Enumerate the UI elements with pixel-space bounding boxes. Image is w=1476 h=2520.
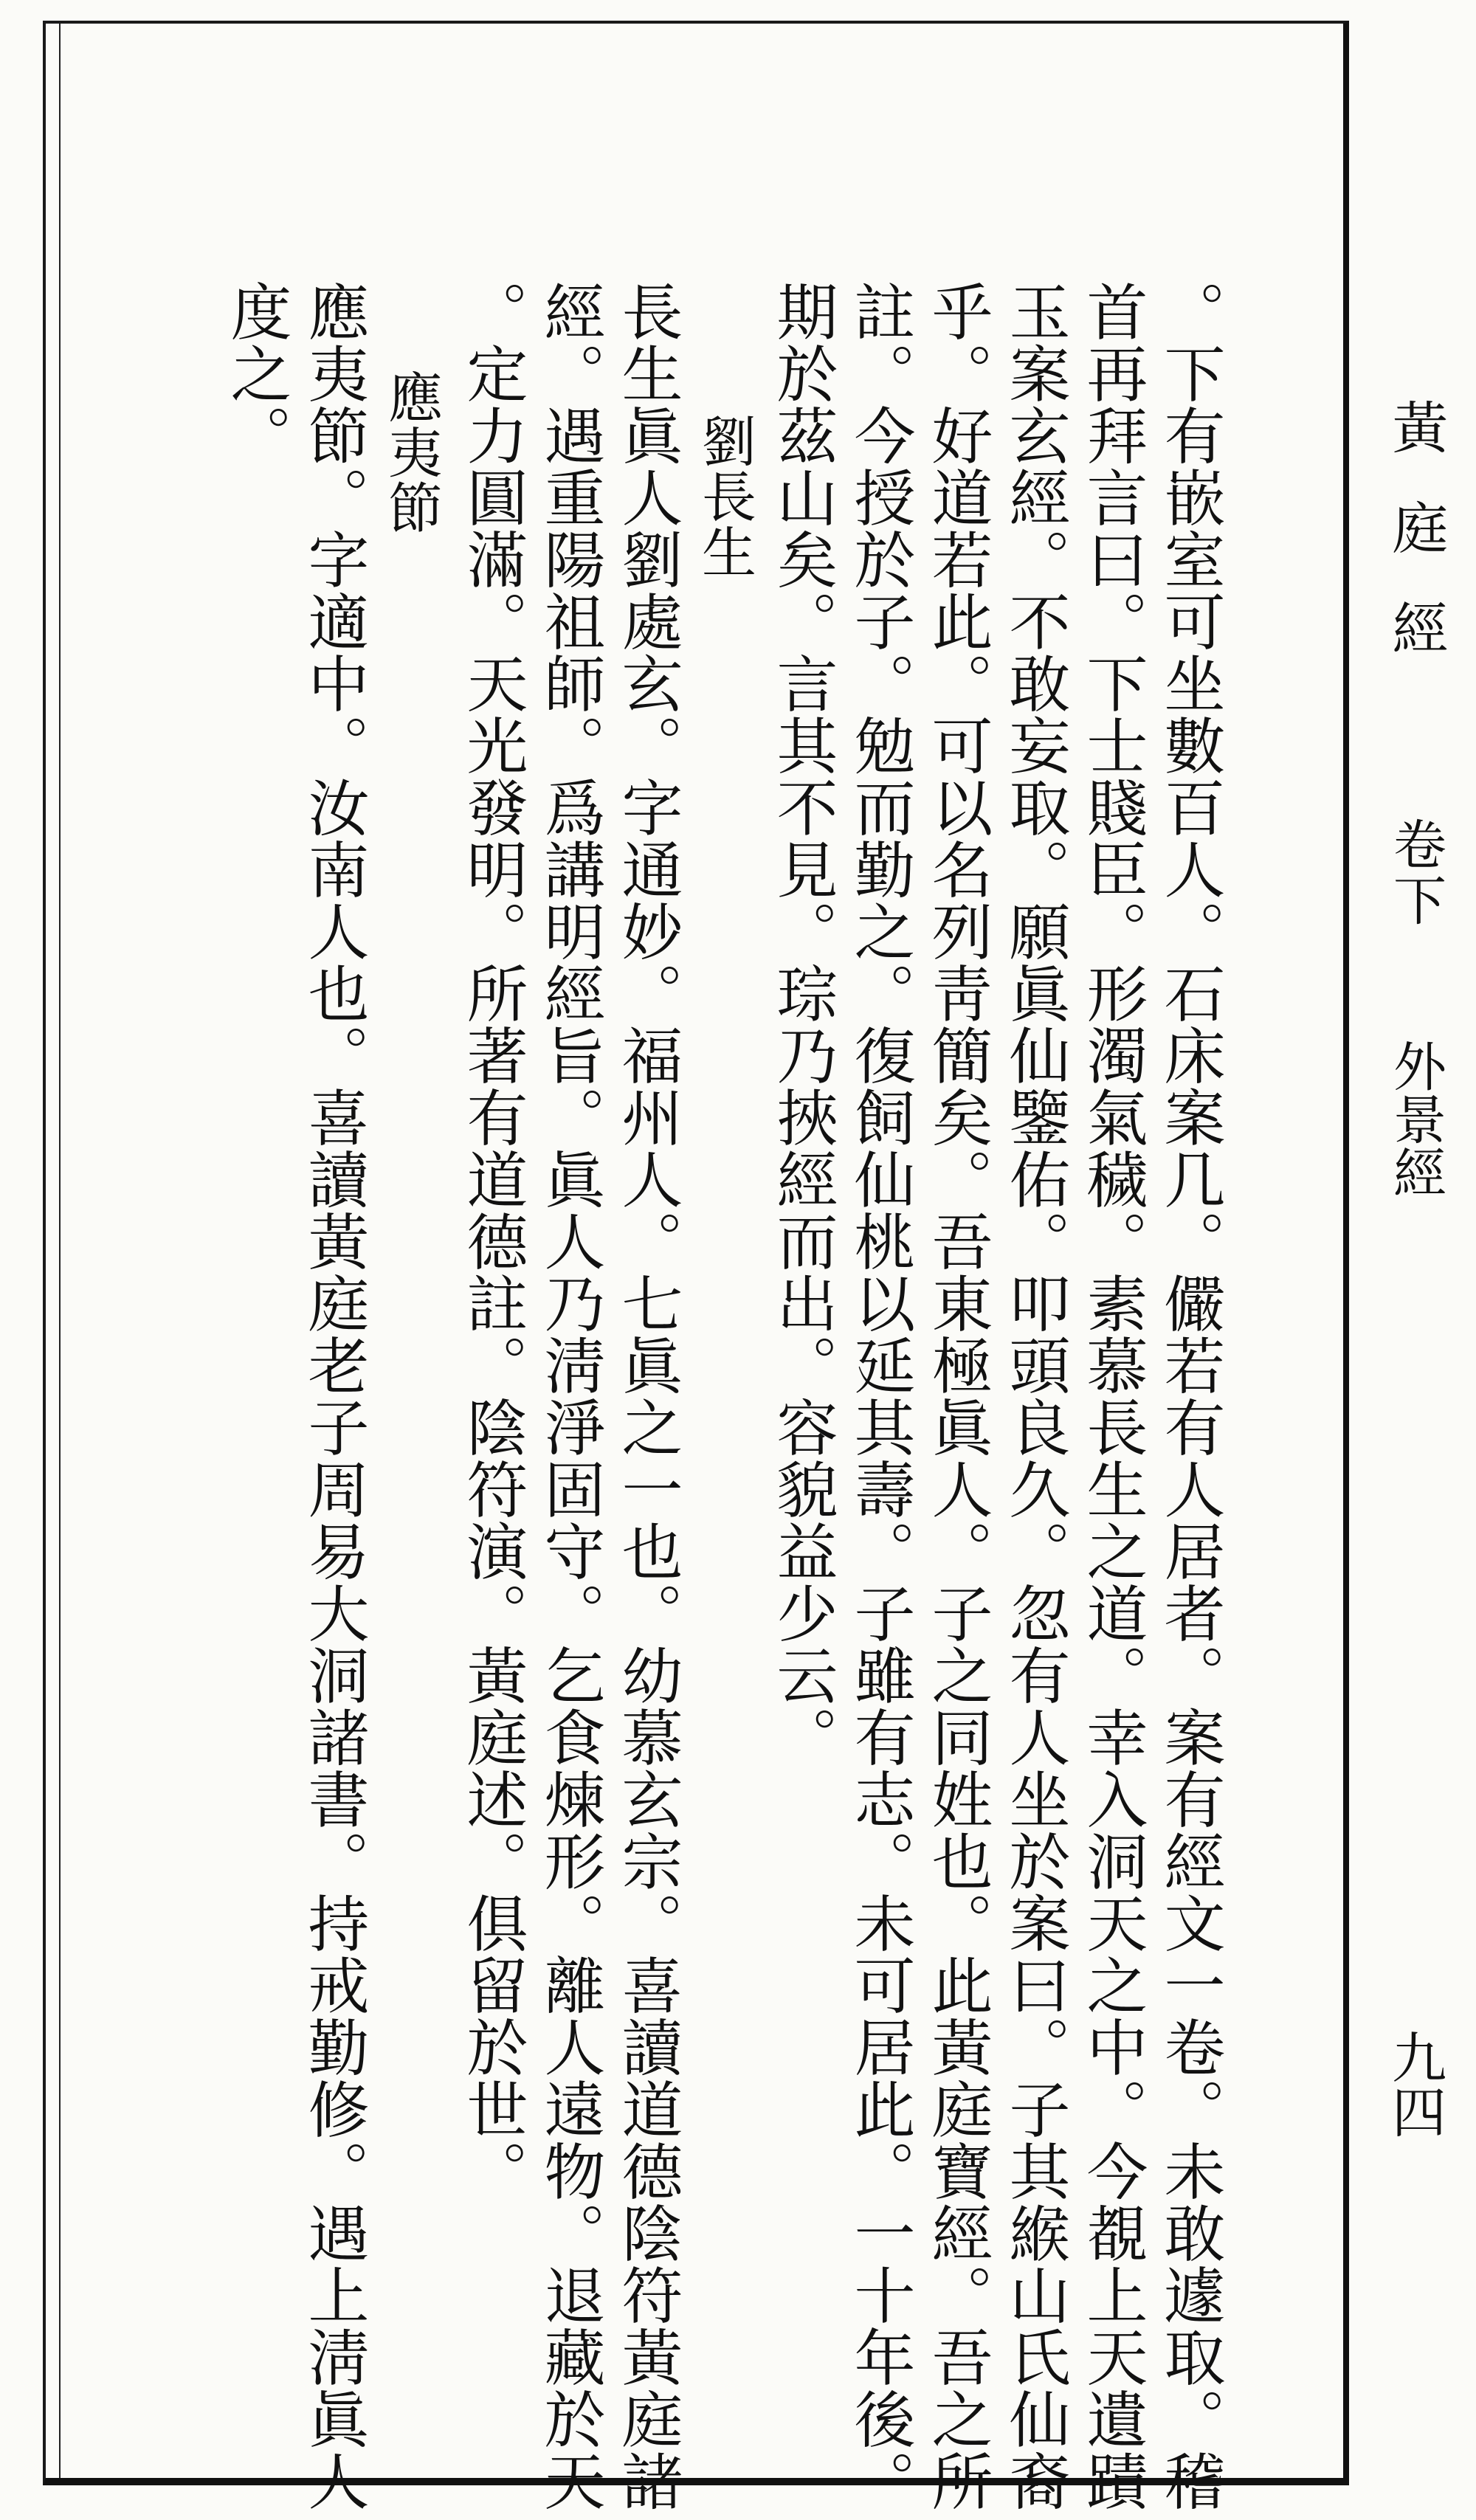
- running-head-title: 黃庭經: [1383, 398, 1449, 700]
- text-column-12: 應夷節。字適中。汝南人也。喜讀黃庭老子周易大洞諸書。持戒勤修。遇上淸眞人: [297, 280, 369, 2512]
- section-heading-liu-changsheng: 劉長生: [693, 413, 756, 579]
- text-column-1: 。下有嵌室可坐數百人。石床案几。儼若有人居者。案有經文一卷。未敢遽取。稽: [1153, 280, 1225, 2512]
- text-column-8: 長生眞人劉處玄。字通妙。福州人。七眞之一也。幼慕玄宗。喜讀道德陰符黃庭諸: [611, 280, 683, 2512]
- page-number: 九四: [1383, 2029, 1446, 2138]
- running-head-section: 外景經: [1384, 1039, 1446, 1198]
- text-column-4: 乎。好道若此。可以名列靑簡矣。吾東極眞人。子之同姓也。此黃庭寶經。吾之所: [921, 280, 993, 2512]
- frame-inner-rule: [59, 24, 61, 2478]
- text-column-2: 首再拜言曰。下士賤臣。形濁氣穢。素慕長生之道。幸入洞天之中。今覩上天遺蹟: [1076, 280, 1148, 2512]
- text-column-5: 註。今授於子。勉而勤之。復飼仙桃以延其壽。子雖有志。未可居此。一十年後。: [844, 280, 915, 2512]
- running-head-volume: 卷下: [1384, 817, 1446, 929]
- text-column-10: 。定力圓滿。天光發明。所著有道德註。陰符演。黃庭述。俱留於世。: [456, 280, 528, 2202]
- text-column-9: 經。遇重陽祖師。爲講明經旨。眞人乃淸淨固守。乞食煉形。離人遠物。退藏於天: [534, 280, 605, 2512]
- text-column-13: 度之。: [220, 280, 292, 466]
- text-column-6: 期於茲山矣。言其不見。琮乃挾經而出。容貌益少云。: [766, 280, 838, 1768]
- running-head: [1383, 398, 1449, 1198]
- text-column-3: 玉案玄經。不敢妄取。願眞仙鑒佑。叩頭良久。忽有人坐於案曰。子其緱山氏仙裔: [999, 280, 1070, 2512]
- section-heading-ying-yijie: 應夷節: [379, 369, 443, 535]
